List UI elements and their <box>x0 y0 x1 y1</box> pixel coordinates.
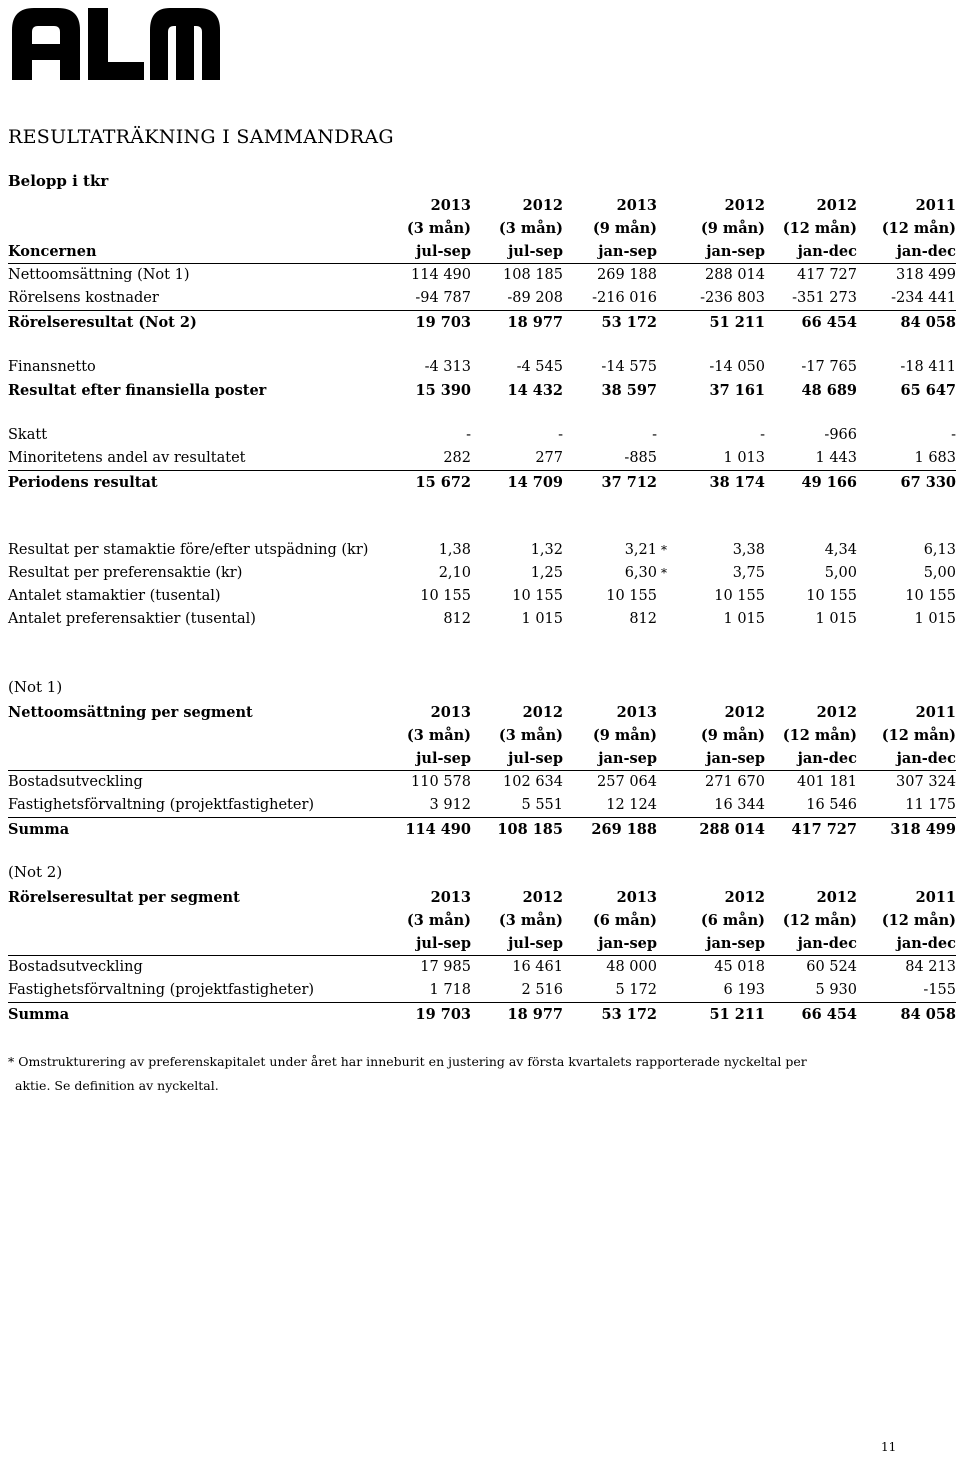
header-row <box>8 909 956 932</box>
value-cell: 51 211 <box>709 1006 765 1023</box>
value-cell: (12 mån) <box>881 220 956 237</box>
spacer-cell <box>657 724 669 747</box>
value-cell: -885 <box>563 447 657 471</box>
value-cell: 277 <box>471 447 563 471</box>
header-row <box>8 932 956 956</box>
value-cell: 10 155 <box>714 588 765 604</box>
row-label: Resultat per preferensaktie (kr) <box>8 565 243 581</box>
header-row <box>8 886 956 909</box>
value-cell: jul-sep <box>396 240 471 264</box>
value-cell: (12 mån) <box>782 912 857 929</box>
value-cell: 2013 <box>616 197 657 214</box>
value-cell: 3,75 <box>732 565 765 581</box>
value-cell: (9 mån) <box>700 220 765 237</box>
value-cell: (3 mån) <box>406 220 471 237</box>
row-label: Periodens resultat <box>8 474 158 491</box>
table-row <box>8 539 956 562</box>
table-row <box>8 356 956 379</box>
value-cell: (6 mån) <box>592 912 657 929</box>
value-cell: 417 727 <box>791 821 857 838</box>
value-cell: 2013 <box>616 889 657 906</box>
value-cell: -14 575 <box>601 359 657 375</box>
value-cell: (12 mån) <box>881 727 956 744</box>
value-cell: 2011 <box>915 889 956 906</box>
value-cell: 282 <box>396 447 471 471</box>
value-cell: 110 578 <box>411 774 471 790</box>
value-cell: 1 718 <box>396 979 471 1003</box>
table-row <box>8 1003 956 1027</box>
value-cell: 66 454 <box>801 314 857 331</box>
value-cell: 11 175 <box>857 794 956 818</box>
table-row <box>8 562 956 585</box>
value-cell: -236 803 <box>669 287 765 311</box>
value-cell: -4 545 <box>516 359 563 375</box>
row-label: Bostadsutveckling <box>8 774 143 790</box>
value-cell: -216 016 <box>563 287 657 311</box>
value-cell: 102 634 <box>503 774 563 790</box>
value-cell: 10 155 <box>905 588 956 604</box>
value-cell: 37 161 <box>709 382 765 399</box>
value-cell: 48 000 <box>606 959 657 975</box>
table-row <box>8 585 956 608</box>
value-cell: (3 mån) <box>406 727 471 744</box>
value-cell: (9 mån) <box>592 727 657 744</box>
spacer-row <box>8 334 956 356</box>
value-cell: 1 015 <box>521 611 563 627</box>
value-cell: jul-sep <box>396 747 471 771</box>
value-cell: jan-dec <box>857 240 956 264</box>
value-cell: 269 188 <box>591 821 657 838</box>
value-cell: 1 015 <box>815 611 857 627</box>
row-label: Antalet stamaktier (tusental) <box>8 588 221 604</box>
spacer-cell <box>657 240 669 264</box>
value-cell: 2013 <box>430 889 471 906</box>
value-cell: 2,10 <box>438 565 471 581</box>
spacer-cell <box>657 217 669 240</box>
value-cell: jul-sep <box>396 932 471 956</box>
value-cell: 2012 <box>522 704 563 721</box>
value-cell: 271 670 <box>705 774 765 790</box>
value-cell: jul-sep <box>471 932 563 956</box>
spacer-cell <box>657 379 669 402</box>
table-row <box>8 311 956 335</box>
spacer-cell <box>657 747 669 771</box>
table-row <box>8 379 956 402</box>
value-cell: 318 499 <box>896 267 956 283</box>
value-cell: 288 014 <box>705 267 765 283</box>
value-cell: jan-dec <box>765 240 857 264</box>
row-label: Nettoomsättning (Not 1) <box>8 267 190 283</box>
note-1-label: (Not 1) <box>8 678 63 696</box>
asterisk-marker <box>657 585 669 608</box>
value-cell: 12 124 <box>563 794 657 818</box>
value-cell: (12 mån) <box>782 727 857 744</box>
value-cell: (3 mån) <box>498 727 563 744</box>
value-cell: jan-dec <box>765 932 857 956</box>
table-row <box>8 979 956 1003</box>
value-cell: 269 188 <box>597 267 657 283</box>
asterisk-marker <box>657 608 669 631</box>
value-cell: 15 672 <box>415 474 471 491</box>
asterisk-marker: * <box>661 566 667 580</box>
row-label: Summa <box>8 821 70 838</box>
header-row <box>8 194 956 217</box>
amount-unit-note: Belopp i tkr <box>8 172 109 190</box>
table-row <box>8 956 956 980</box>
value-cell: jul-sep <box>471 747 563 771</box>
value-cell: - <box>466 427 471 443</box>
spacer-cell <box>657 909 669 932</box>
income-statement-table <box>8 194 956 494</box>
value-cell: 2012 <box>724 889 765 906</box>
value-cell: 401 181 <box>797 774 857 790</box>
value-cell: 5 930 <box>765 979 857 1003</box>
value-cell: 67 330 <box>900 474 956 491</box>
value-cell: (9 mån) <box>700 727 765 744</box>
value-cell: jul-sep <box>471 240 563 264</box>
spacer-cell <box>657 771 669 795</box>
value-cell: 5,00 <box>824 565 857 581</box>
spacer-cell <box>657 701 669 724</box>
row-label: Summa <box>8 1006 70 1023</box>
row-label: Nettoomsättning per segment <box>8 704 253 721</box>
spacer-cell <box>657 794 669 818</box>
value-cell: 2012 <box>724 704 765 721</box>
value-cell: 45 018 <box>714 959 765 975</box>
row-label: Koncernen <box>8 240 396 264</box>
value-cell: 1 015 <box>723 611 765 627</box>
value-cell: 3,21 <box>624 542 657 558</box>
table-row <box>8 794 956 818</box>
header-row <box>8 701 956 724</box>
header-row <box>8 217 956 240</box>
value-cell: jan-sep <box>563 747 657 771</box>
value-cell: 307 324 <box>896 774 956 790</box>
row-label: Fastighetsförvaltning (projektfastigheter) <box>8 979 396 1003</box>
value-cell: 18 977 <box>507 1006 563 1023</box>
value-cell: (3 mån) <box>498 220 563 237</box>
row-label <box>8 724 396 747</box>
table-row <box>8 287 956 311</box>
spacer-cell <box>657 356 669 379</box>
row-label: Rörelseresultat (Not 2) <box>8 314 197 331</box>
value-cell: 53 172 <box>601 1006 657 1023</box>
value-cell: - <box>760 427 765 443</box>
row-label <box>8 217 396 240</box>
value-cell: jan-sep <box>563 240 657 264</box>
footnote-line-2: aktie. Se definition av nyckeltal. <box>15 1078 219 1093</box>
value-cell: 5 172 <box>563 979 657 1003</box>
table-row <box>8 608 956 631</box>
value-cell: 108 185 <box>503 267 563 283</box>
row-label: Rörelsens kostnader <box>8 287 396 311</box>
value-cell: -234 441 <box>857 287 956 311</box>
row-label: Fastighetsförvaltning (projektfastigheter) <box>8 794 396 818</box>
value-cell: 6,30 <box>624 565 657 581</box>
value-cell: 6 193 <box>669 979 765 1003</box>
operating-result-per-segment-table <box>8 886 956 1026</box>
value-cell: 2012 <box>816 704 857 721</box>
value-cell: - <box>652 427 657 443</box>
value-cell: jan-sep <box>669 747 765 771</box>
value-cell: 318 499 <box>890 821 956 838</box>
value-cell: 10 155 <box>806 588 857 604</box>
spacer-cell <box>657 194 669 217</box>
spacer-cell <box>657 979 669 1003</box>
value-cell: jan-sep <box>563 932 657 956</box>
value-cell: 3,38 <box>732 542 765 558</box>
value-cell: 84 058 <box>900 1006 956 1023</box>
value-cell: (3 mån) <box>498 912 563 929</box>
table-row <box>8 447 956 471</box>
value-cell: 2011 <box>915 704 956 721</box>
value-cell: 2012 <box>816 889 857 906</box>
row-label <box>8 194 396 217</box>
row-label: Antalet preferensaktier (tusental) <box>8 611 256 627</box>
value-cell: 38 597 <box>601 382 657 399</box>
asterisk-marker: * <box>661 543 667 557</box>
value-cell: jan-dec <box>857 747 956 771</box>
value-cell: 2012 <box>522 197 563 214</box>
row-label: Skatt <box>8 427 48 443</box>
value-cell: 2012 <box>724 197 765 214</box>
net-sales-per-segment-table <box>8 701 956 841</box>
value-cell: 10 155 <box>512 588 563 604</box>
value-cell: 288 014 <box>699 821 765 838</box>
value-cell: -351 273 <box>765 287 857 311</box>
row-label <box>8 747 396 771</box>
value-cell: 1 443 <box>765 447 857 471</box>
value-cell: -966 <box>824 427 857 443</box>
table-row <box>8 264 956 288</box>
value-cell: 18 977 <box>507 314 563 331</box>
footnote <box>8 1050 908 1098</box>
value-cell: 1,25 <box>530 565 563 581</box>
row-label: Resultat efter finansiella poster <box>8 382 267 399</box>
value-cell: 10 155 <box>606 588 657 604</box>
spacer-cell <box>657 1003 669 1027</box>
alm-logo <box>8 4 223 84</box>
spacer-cell <box>657 932 669 956</box>
logo-letter-l <box>88 8 144 80</box>
value-cell: 1 683 <box>857 447 956 471</box>
value-cell: (3 mån) <box>406 912 471 929</box>
value-cell: 84 058 <box>900 314 956 331</box>
logo-letter-m <box>150 8 220 80</box>
row-label: Finansnetto <box>8 359 96 375</box>
value-cell: 2011 <box>915 197 956 214</box>
value-cell: -94 787 <box>396 287 471 311</box>
value-cell: 5,00 <box>923 565 956 581</box>
value-cell: 812 <box>443 611 471 627</box>
value-cell: - <box>558 427 563 443</box>
table-row <box>8 471 956 495</box>
note-2-label: (Not 2) <box>8 863 63 881</box>
value-cell: 16 344 <box>669 794 765 818</box>
value-cell: 19 703 <box>415 314 471 331</box>
value-cell: 48 689 <box>801 382 857 399</box>
row-label: Minoritetens andel av resultatet <box>8 447 396 471</box>
page-title: RESULTATRÄKNING I SAMMANDRAG <box>8 126 394 148</box>
value-cell: (6 mån) <box>700 912 765 929</box>
table-row <box>8 424 956 447</box>
value-cell: 108 185 <box>497 821 563 838</box>
header-row <box>8 240 956 264</box>
value-cell: 1 015 <box>914 611 956 627</box>
value-cell: 417 727 <box>797 267 857 283</box>
value-cell: 66 454 <box>801 1006 857 1023</box>
value-cell: 37 712 <box>601 474 657 491</box>
value-cell: -17 765 <box>801 359 857 375</box>
value-cell: 38 174 <box>709 474 765 491</box>
value-cell: 5 551 <box>471 794 563 818</box>
value-cell: - <box>951 427 956 443</box>
value-cell: 2 516 <box>471 979 563 1003</box>
spacer-cell <box>657 956 669 980</box>
value-cell: 14 709 <box>507 474 563 491</box>
value-cell: -14 050 <box>709 359 765 375</box>
spacer-cell <box>657 287 669 311</box>
value-cell: jan-sep <box>669 932 765 956</box>
table-row <box>8 771 956 795</box>
value-cell: 2012 <box>816 197 857 214</box>
value-cell: 2012 <box>522 889 563 906</box>
row-label: Resultat per stamaktie före/efter utspädning (kr) <box>8 542 369 558</box>
spacer-cell <box>657 424 669 447</box>
spacer-cell <box>657 447 669 471</box>
value-cell: 2013 <box>430 704 471 721</box>
value-cell: 15 390 <box>415 382 471 399</box>
table-row <box>8 818 956 842</box>
value-cell: 812 <box>629 611 657 627</box>
value-cell: 49 166 <box>801 474 857 491</box>
per-share-table <box>8 539 956 631</box>
value-cell: 60 524 <box>806 959 857 975</box>
spacer-cell <box>657 311 669 335</box>
value-cell: jan-dec <box>857 932 956 956</box>
row-label <box>8 909 396 932</box>
value-cell: 114 490 <box>405 821 471 838</box>
value-cell: 6,13 <box>923 542 956 558</box>
value-cell: 1,32 <box>530 542 563 558</box>
logo-letter-a <box>12 8 80 80</box>
value-cell: jan-dec <box>765 747 857 771</box>
value-cell: 2013 <box>430 197 471 214</box>
value-cell: 2013 <box>616 704 657 721</box>
value-cell: (12 mån) <box>881 912 956 929</box>
value-cell: 84 213 <box>905 959 956 975</box>
value-cell: 16 461 <box>512 959 563 975</box>
value-cell: -18 411 <box>900 359 956 375</box>
value-cell: 1 013 <box>669 447 765 471</box>
footnote-line-1: * Omstrukturering av preferenskapitalet under året har inneburit en justering av första kvartalets rapporterade nyckeltal per <box>8 1054 807 1069</box>
header-row <box>8 747 956 771</box>
value-cell: 3 912 <box>396 794 471 818</box>
value-cell: -89 208 <box>471 287 563 311</box>
row-label: Rörelseresultat per segment <box>8 889 240 906</box>
value-cell: 17 985 <box>420 959 471 975</box>
page-number: 11 <box>881 1440 897 1454</box>
value-cell: 257 064 <box>597 774 657 790</box>
spacer-row <box>8 402 956 424</box>
value-cell: 16 546 <box>765 794 857 818</box>
value-cell: (12 mån) <box>782 220 857 237</box>
value-cell: (9 mån) <box>592 220 657 237</box>
value-cell: 53 172 <box>601 314 657 331</box>
value-cell: 1,38 <box>438 542 471 558</box>
row-label <box>8 932 396 956</box>
value-cell: 14 432 <box>507 382 563 399</box>
spacer-cell <box>657 471 669 495</box>
value-cell: 51 211 <box>709 314 765 331</box>
value-cell: 19 703 <box>415 1006 471 1023</box>
value-cell: 10 155 <box>420 588 471 604</box>
value-cell: jan-sep <box>669 240 765 264</box>
spacer-cell <box>657 886 669 909</box>
spacer-cell <box>657 264 669 288</box>
row-label: Bostadsutveckling <box>8 959 143 975</box>
spacer-cell <box>657 818 669 842</box>
header-row <box>8 724 956 747</box>
value-cell: 4,34 <box>824 542 857 558</box>
value-cell: 65 647 <box>900 382 956 399</box>
value-cell: -4 313 <box>424 359 471 375</box>
value-cell: 114 490 <box>411 267 471 283</box>
value-cell: -155 <box>857 979 956 1003</box>
